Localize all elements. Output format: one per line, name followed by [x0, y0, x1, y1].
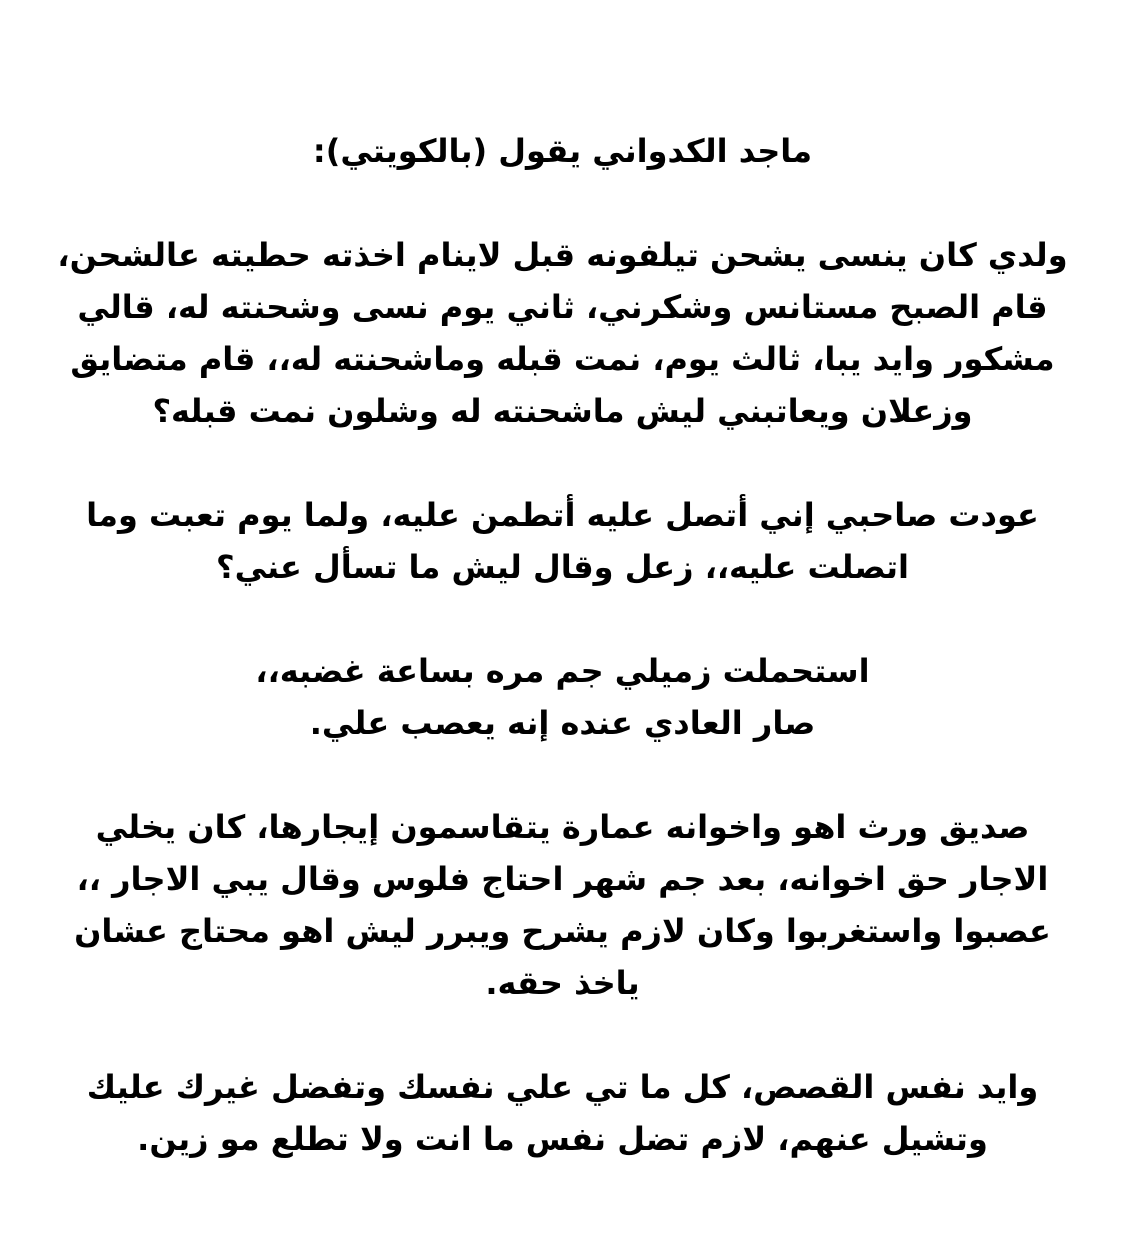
paragraph-line: عودت صاحبي إني أتصل عليه أتطمن عليه، ولما يوم تعبت وما — [86, 496, 1039, 534]
paragraph-line: وايد نفس القصص، كل ما تي علي نفسك وتفضل غيرك عليك — [86, 1068, 1039, 1106]
paragraph-line: وزعلان ويعاتبني ليش ماشحنته له وشلون نمت قبله؟ — [152, 392, 973, 430]
paragraph-conclusion — [40, 1061, 1085, 1165]
paragraph-friend-calls — [40, 489, 1085, 593]
paragraph-colleague-anger — [40, 645, 1085, 749]
paragraph-line: قام الصبح مستانس وشكرني، ثاني يوم نسى وشحنته له، قالي — [77, 288, 1048, 326]
paragraph-inheritance-rent — [40, 801, 1085, 1009]
paragraph-line: صار العادي عنده إنه يعصب علي. — [309, 704, 816, 742]
paragraph-line: ولدي كان ينسى يشحن تيلفونه قبل لاينام اخذته حطيته عالشحن، — [57, 236, 1068, 274]
paragraph-line: الاجار حق اخوانه، بعد جم شهر احتاج فلوس وقال يبي الاجار ،، — [76, 860, 1049, 898]
document-title: ماجد الكدواني يقول (بالكويتي): — [312, 132, 813, 170]
paragraph-line: ياخذ حقه. — [485, 964, 640, 1002]
paragraph-line: استحملت زميلي جم مره بساعة غضبه،، — [255, 652, 870, 690]
paragraph-line: عصبوا واستغربوا وكان لازم يشرح ويبرر ليش اهو محتاج عشان — [74, 912, 1051, 950]
paragraph-line: وتشيل عنهم، لازم تضل نفس ما انت ولا تطلع مو زين. — [137, 1120, 988, 1158]
paragraph-son-charging-phone — [40, 229, 1085, 437]
paragraph-line: صديق ورث اهو واخوانه عمارة يتقاسمون إيجارها، كان يخلي — [95, 808, 1030, 846]
document-body — [40, 125, 1085, 1217]
paragraph-line: اتصلت عليه،، زعل وقال ليش ما تسأل عني؟ — [216, 548, 909, 586]
paragraph-line: مشكور وايد يبا، ثالث يوم، نمت قبله وماشحنته له،، قام متضايق — [70, 340, 1055, 378]
